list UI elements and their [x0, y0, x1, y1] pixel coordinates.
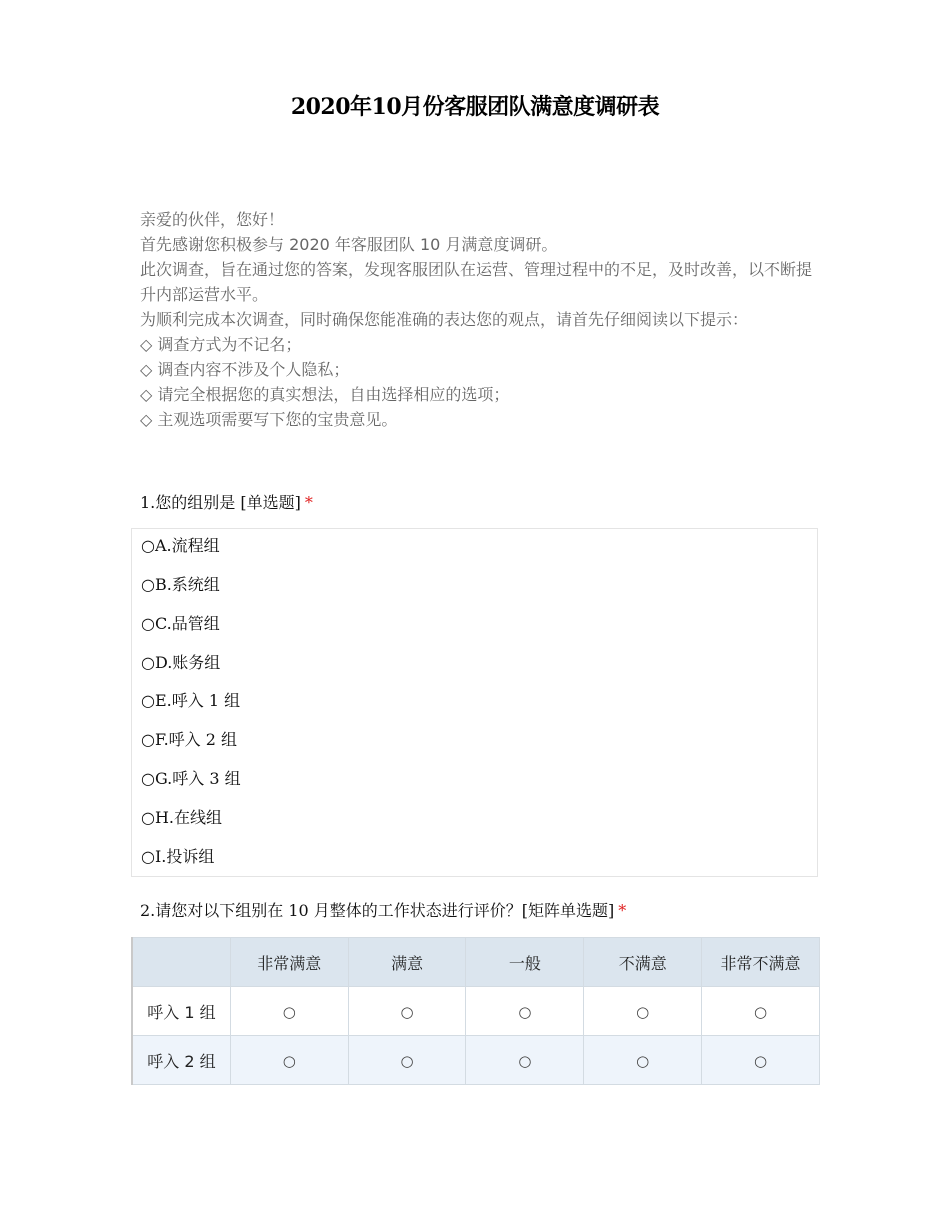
- option-f[interactable]: ○F.呼入 2 组: [141, 730, 238, 749]
- radio-icon[interactable]: ○: [754, 1051, 768, 1070]
- matrix-header-row: [132, 938, 820, 987]
- radio-icon[interactable]: ○: [400, 1051, 414, 1070]
- question-1-label: [140, 491, 313, 515]
- radio-icon[interactable]: ○: [282, 1051, 296, 1070]
- option-b[interactable]: ○B.系统组: [141, 575, 220, 594]
- radio-cell[interactable]: [466, 987, 584, 1036]
- intro-tip-anonymous: ◇ 调查方式为不记名；: [140, 335, 302, 354]
- required-marker: *: [618, 901, 627, 920]
- radio-cell[interactable]: [348, 987, 466, 1036]
- column-very-satisfied: 非常满意: [230, 938, 348, 987]
- radio-cell[interactable]: [466, 1036, 584, 1085]
- matrix-row: [132, 987, 820, 1036]
- question-1-text: 1.您的组别是 [单选题]: [140, 493, 301, 512]
- radio-cell[interactable]: [348, 1036, 466, 1085]
- intro-purpose: 此次调查，旨在通过您的答案，发现客服团队在运营、管理过程中的不足，及时改善，以不断提升内部运营水平。: [140, 260, 813, 304]
- radio-icon[interactable]: ○: [282, 1002, 296, 1021]
- intro-instruction: 为顺利完成本次调查，同时确保您能准确的表达您的观点，请首先仔细阅读以下提示：: [140, 310, 749, 329]
- column-very-dissatisfied: 非常不满意: [702, 938, 820, 987]
- radio-icon[interactable]: ○: [518, 1002, 532, 1021]
- radio-icon[interactable]: ○: [754, 1002, 768, 1021]
- radio-icon[interactable]: ○: [636, 1051, 650, 1070]
- column-neutral: 一般: [466, 938, 584, 987]
- intro-thanks: 首先感谢您积极参与 2020 年客服团队 10 月满意度调研。: [140, 235, 558, 254]
- row-label-inbound-1: 呼入 1 组: [132, 987, 230, 1036]
- option-e[interactable]: ○E.呼入 1 组: [141, 691, 241, 710]
- question-2-matrix: [131, 937, 820, 1085]
- option-d[interactable]: ○D.账务组: [141, 653, 221, 672]
- intro-tip-privacy: ◇ 调查内容不涉及个人隐私；: [140, 360, 350, 379]
- intro-text: [140, 207, 820, 432]
- option-h[interactable]: ○H.在线组: [141, 808, 223, 827]
- question-2-label: [140, 899, 626, 923]
- required-marker: *: [304, 493, 313, 512]
- column-satisfied: 满意: [348, 938, 466, 987]
- page-title: 2020年10月份客服团队满意度调研表: [290, 94, 660, 120]
- radio-cell[interactable]: [230, 987, 348, 1036]
- radio-icon[interactable]: ○: [518, 1051, 532, 1070]
- radio-cell[interactable]: [702, 1036, 820, 1085]
- intro-greeting: 亲爱的伙伴，您好！: [140, 210, 285, 229]
- intro-tip-subjective: ◇ 主观选项需要写下您的宝贵意见。: [140, 410, 398, 429]
- matrix-corner-cell: [132, 938, 230, 987]
- radio-cell[interactable]: [584, 987, 702, 1036]
- radio-icon[interactable]: ○: [636, 1002, 650, 1021]
- radio-cell[interactable]: [584, 1036, 702, 1085]
- question-2-text: 2.请您对以下组别在 10 月整体的工作状态进行评价？[矩阵单选题]: [140, 901, 615, 920]
- radio-cell[interactable]: [702, 987, 820, 1036]
- option-i[interactable]: ○I.投诉组: [141, 847, 215, 866]
- radio-cell[interactable]: [230, 1036, 348, 1085]
- question-1-options: [131, 528, 818, 877]
- column-dissatisfied: 不满意: [584, 938, 702, 987]
- option-g[interactable]: ○G.呼入 3 组: [141, 769, 241, 788]
- row-label-inbound-2: 呼入 2 组: [132, 1036, 230, 1085]
- radio-icon[interactable]: ○: [400, 1002, 414, 1021]
- option-c[interactable]: ○C.品管组: [141, 614, 220, 633]
- option-a[interactable]: ○A.流程组: [141, 536, 220, 555]
- intro-tip-free-choice: ◇ 请完全根据您的真实想法，自由选择相应的选项；: [140, 385, 510, 404]
- matrix-row: [132, 1036, 820, 1085]
